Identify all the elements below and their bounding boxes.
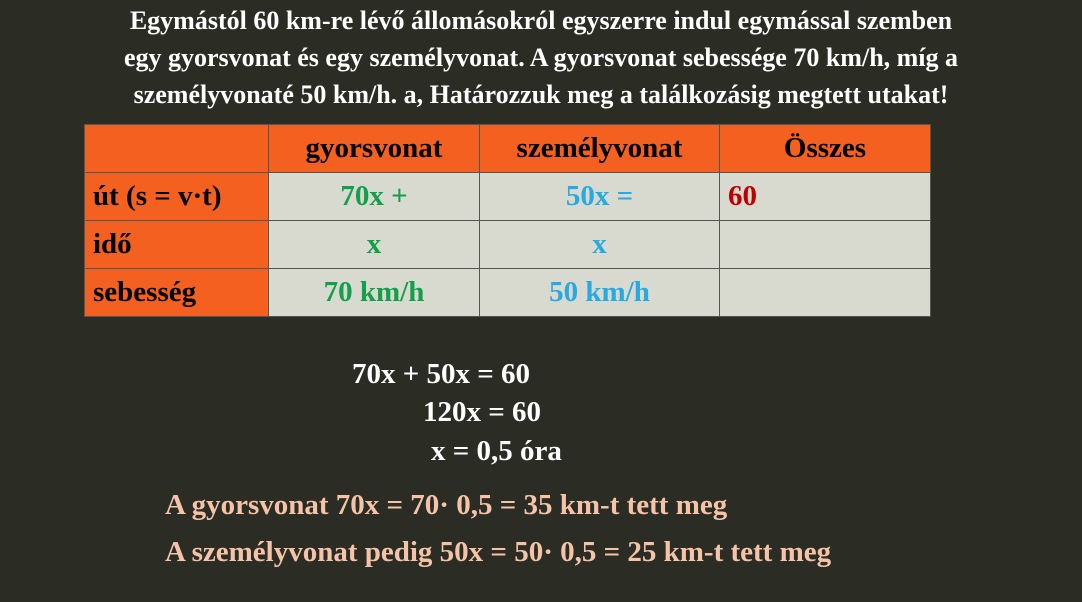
answer-gyorsvonat: A gyorsvonat 70x = 70· 0,5 = 35 km-t tett meg — [165, 489, 728, 521]
cell-ut-osszes: 60 — [720, 173, 931, 221]
header-gyorsvonat: gyorsvonat — [269, 125, 480, 173]
cell-ido-osszes — [720, 221, 931, 269]
table-row — [85, 173, 931, 221]
answer-szemelyvonat: A személyvonat pedig 50x = 50· 0,5 = 25 km-t tett meg — [165, 536, 832, 568]
cell-ido-szemely: x — [480, 221, 720, 269]
row-label-ido: idő — [85, 221, 269, 269]
cell-ido-gyors: x — [269, 221, 480, 269]
row-label-sebesseg: sebesség — [85, 269, 269, 317]
problem-statement — [0, 2, 1082, 113]
equation-2: 120x = 60 — [423, 396, 542, 428]
problem-line-2: egy gyorsvonat és egy személyvonat. A gyorsvonat sebessége 70 km/h, míg a — [123, 43, 959, 72]
table-header-row — [85, 125, 931, 173]
equation-3: x = 0,5 óra — [431, 435, 562, 467]
header-osszes: Összes — [720, 125, 931, 173]
table-row — [85, 269, 931, 317]
row-label-ut: út (s = v·t) — [85, 173, 269, 221]
equation-1: 70x + 50x = 60 — [352, 358, 531, 390]
table-row — [85, 221, 931, 269]
data-table — [84, 124, 931, 317]
header-empty-cell — [85, 125, 269, 173]
cell-ut-szemely: 50x = — [480, 173, 720, 221]
problem-line-3: személyvonaté 50 km/h. a, Határozzuk meg a találkozásig megtett utakat! — [133, 80, 949, 109]
cell-sebesseg-osszes — [720, 269, 931, 317]
header-szemelyvonat: személyvonat — [480, 125, 720, 173]
cell-sebesseg-gyors: 70 km/h — [269, 269, 480, 317]
cell-sebesseg-szemely: 50 km/h — [480, 269, 720, 317]
problem-line-1: Egymástól 60 km-re lévő állomásokról egyszerre indul egymással szemben — [129, 6, 953, 35]
cell-ut-gyors: 70x + — [269, 173, 480, 221]
